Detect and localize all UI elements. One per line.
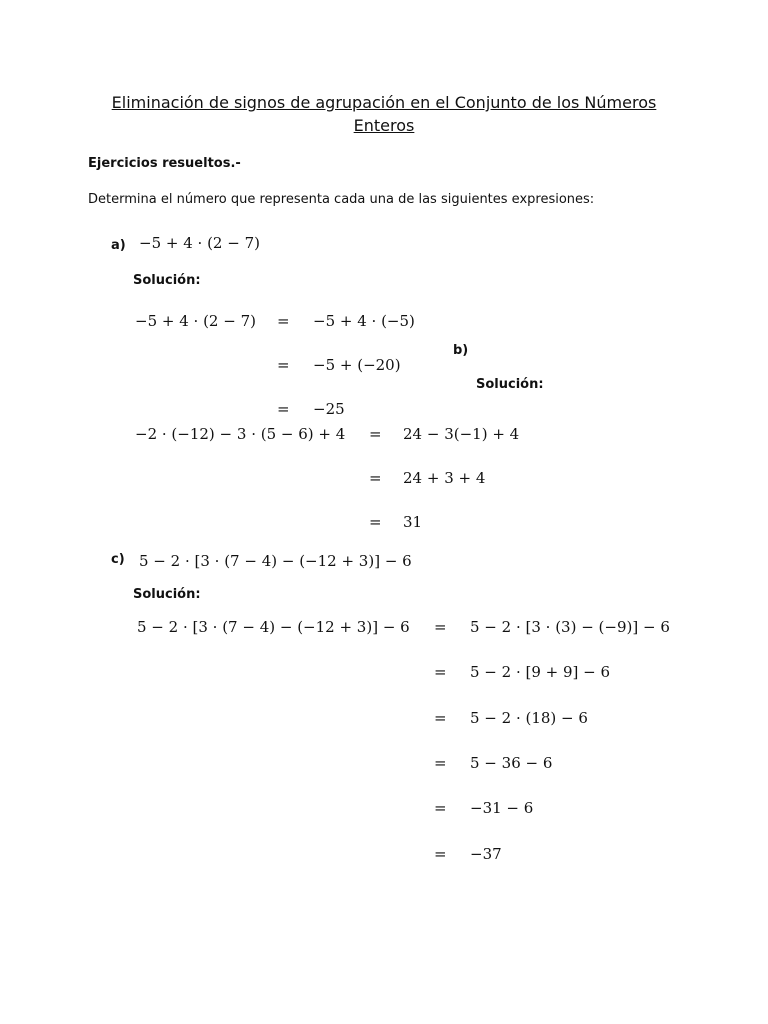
exercise-c-step2-eq: = [434, 663, 447, 681]
exercise-b-step2-eq: = [369, 469, 382, 487]
exercise-c-step1-lhs: 5 − 2 · [3 · (7 − 4) − (−12 + 3)] − 6 [137, 618, 410, 636]
exercise-c-solution-label: Solución: [133, 587, 201, 602]
exercise-c-step4-eq: = [434, 754, 447, 772]
exercise-c-step1-eq: = [434, 618, 447, 636]
section-subtitle: Ejercicios resueltos.- [88, 156, 241, 171]
exercise-c-step4-rhs: 5 − 36 − 6 [470, 754, 553, 772]
exercise-a-solution-label: Solución: [133, 273, 201, 288]
exercise-c-expression: 5 − 2 · [3 · (7 − 4) − (−12 + 3)] − 6 [139, 552, 412, 570]
exercise-b-step3-rhs: 31 [403, 513, 423, 531]
exercise-a-expression: −5 + 4 · (2 − 7) [139, 234, 260, 252]
exercise-b-step3-eq: = [369, 513, 382, 531]
exercise-c-step3-eq: = [434, 709, 447, 727]
exercise-a-step1-eq: = [277, 312, 290, 330]
exercise-c-step5-eq: = [434, 799, 447, 817]
exercise-c-step5-rhs: −31 − 6 [470, 799, 534, 817]
exercise-a-step2-rhs: −5 + (−20) [313, 356, 401, 374]
exercise-a-step3-rhs: −25 [313, 400, 345, 418]
instruction-text: Determina el número que representa cada una de las siguientes expresiones: [88, 192, 595, 207]
exercise-b-solution-label: Solución: [476, 377, 544, 392]
exercise-b-step1-lhs: −2 · (−12) − 3 · (5 − 6) + 4 [135, 425, 346, 443]
exercise-c-label: c) [111, 552, 125, 567]
exercise-a-step2-eq: = [277, 356, 290, 374]
exercise-c-step3-rhs: 5 − 2 · (18) − 6 [470, 709, 588, 727]
exercise-a-step1-rhs: −5 + 4 · (−5) [313, 312, 415, 330]
exercise-c-step1-rhs: 5 − 2 · [3 · (3) − (−9)] − 6 [470, 618, 670, 636]
exercise-c-step6-eq: = [434, 845, 447, 863]
exercise-b-step2-rhs: 24 + 3 + 4 [403, 469, 486, 487]
exercise-c-step6-rhs: −37 [470, 845, 502, 863]
exercise-a-label: a) [111, 238, 126, 253]
exercise-b-step1-rhs: 24 − 3(−1) + 4 [403, 425, 520, 443]
exercise-b-step1-eq: = [369, 425, 382, 443]
page-title-line2: Enteros [353, 116, 415, 135]
page-title-line1: Eliminación de signos de agrupación en el Conjunto de los Números [111, 93, 657, 112]
exercise-b-label: b) [453, 343, 469, 358]
exercise-a-step3-eq: = [277, 400, 290, 418]
exercise-c-step2-rhs: 5 − 2 · [9 + 9] − 6 [470, 663, 611, 681]
exercise-a-step1-lhs: −5 + 4 · (2 − 7) [135, 312, 256, 330]
